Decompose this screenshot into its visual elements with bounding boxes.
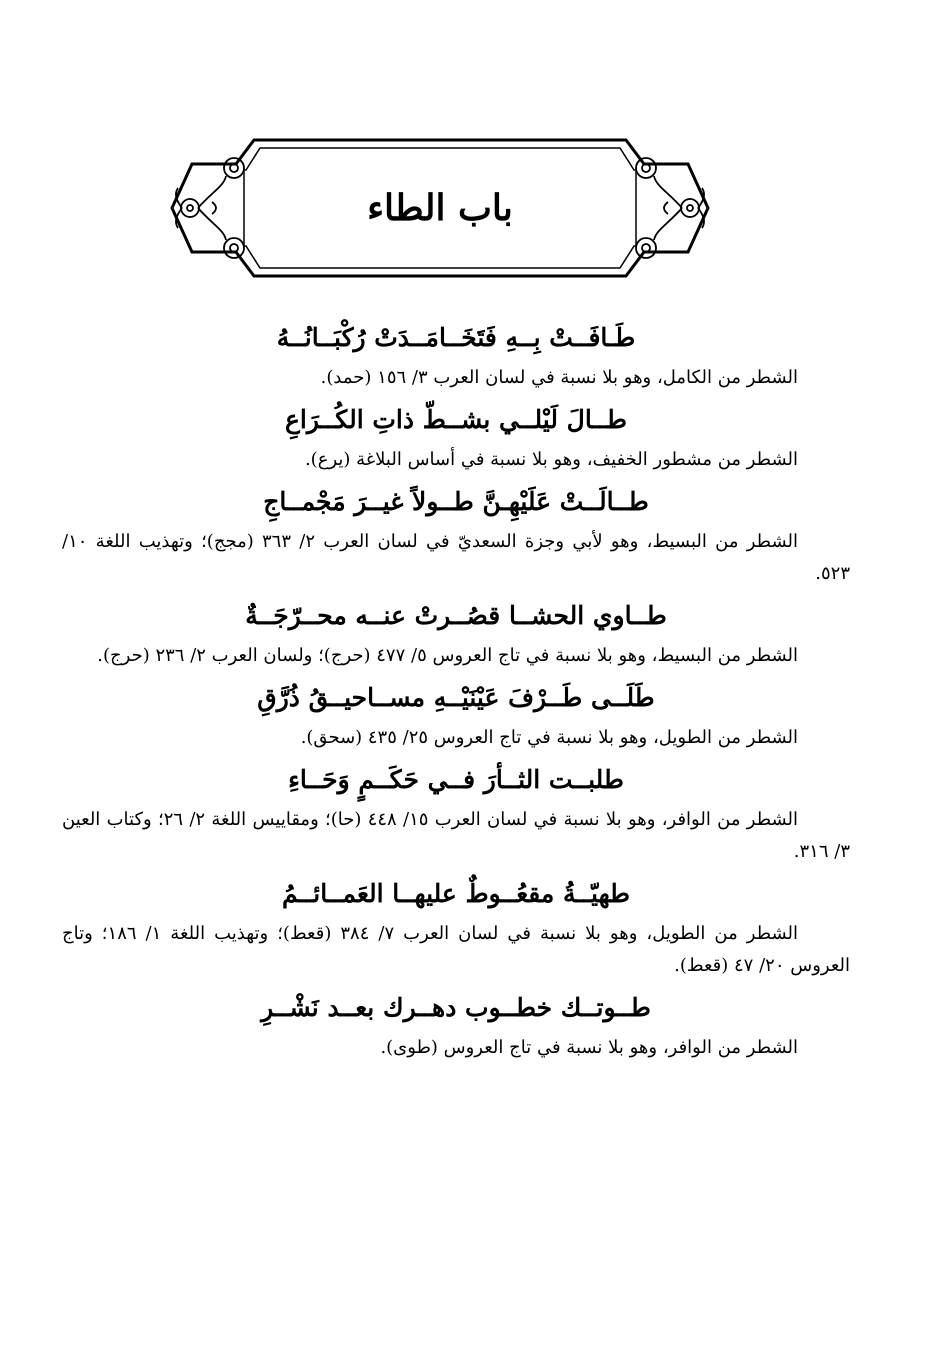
verse-hemistich: طــاوي الحشــا قصُــرتْ عنــه محــرّجَــةٌ xyxy=(245,601,667,630)
verse-source-note: الشطر من الطويل، وهو بلا نسبة في لسان العرب ٧/ ٣٨٤ (قعط)؛ وتهذيب اللغة ١/ ١٨٦؛ وتاج العروس ٢٠/ ٤٧ (قعط). xyxy=(62,923,850,976)
entry xyxy=(62,874,850,982)
verse-source-note: الشطر من الوافر، وهو بلا نسبة في تاج العروس (طوى). xyxy=(380,1037,798,1058)
verse-hemistich: طهيّــةُ مقعُــوطٌ عليهــا العَمــائــمُ xyxy=(281,879,631,908)
verse-source-note: الشطر من البسيط، وهو لأبي وجزة السعديّ في لسان العرب ٢/ ٣٦٣ (مجج)؛ وتهذيب اللغة ١٠/ ٥٢٣. xyxy=(62,531,850,584)
entry xyxy=(62,318,850,394)
entry xyxy=(62,596,850,672)
verse-hemistich: طلبــت الثــأرَ فــي حَكَــمٍ وَحَــاءِ xyxy=(288,765,624,794)
verse-source-note: الشطر من الكامل، وهو بلا نسبة في لسان العرب ٣/ ١٥٦ (حمد). xyxy=(320,367,798,388)
chapter-title: باب الطاء xyxy=(367,187,513,229)
entries-list xyxy=(62,318,850,1070)
verse-source-note: الشطر من البسيط، وهو بلا نسبة في تاج العروس ٥/ ٤٧٧ (حرج)؛ ولسان العرب ٢/ ٢٣٦ (حرج). xyxy=(97,645,798,666)
verse-source-note: الشطر من الطويل، وهو بلا نسبة في تاج العروس ٢٥/ ٤٣٥ (سحق). xyxy=(300,727,798,748)
verse-hemistich: طــالَ لَيْلــي بشــطّ ذاتِ الكُــرَاعِ xyxy=(285,405,627,434)
entry xyxy=(62,482,850,590)
entry xyxy=(62,988,850,1064)
verse-source-note: الشطر من الوافر، وهو بلا نسبة في لسان العرب ١٥/ ٤٤٨ (حا)؛ ومقاييس اللغة ٢/ ٢٦؛ وكتاب العين ٣/ ٣١٦. xyxy=(62,809,850,862)
verse-hemistich: طــوتــك خطــوب دهــرك بعــد نَشْــرِ xyxy=(261,993,651,1022)
verse-hemistich: طَلَــى طَــرْفَ عَيْنَيْــهِ مســاحيــقُ ذُرَّقِ xyxy=(257,683,655,712)
chapter-title-frame xyxy=(168,128,712,288)
entry xyxy=(62,760,850,868)
entry xyxy=(62,400,850,476)
entry xyxy=(62,678,850,754)
verse-hemistich: طــالَــتْ عَلَيْهِـنَّ طــولاً غيــرَ مَجْمــاجِ xyxy=(263,487,649,516)
verse-hemistich: طَـافَــتْ بِــهِ فَتَخَــامَــدَتْ رُكْبَــانُــهُ xyxy=(276,323,636,352)
verse-source-note: الشطر من مشطور الخفيف، وهو بلا نسبة في أساس البلاغة (يرع). xyxy=(304,449,798,470)
